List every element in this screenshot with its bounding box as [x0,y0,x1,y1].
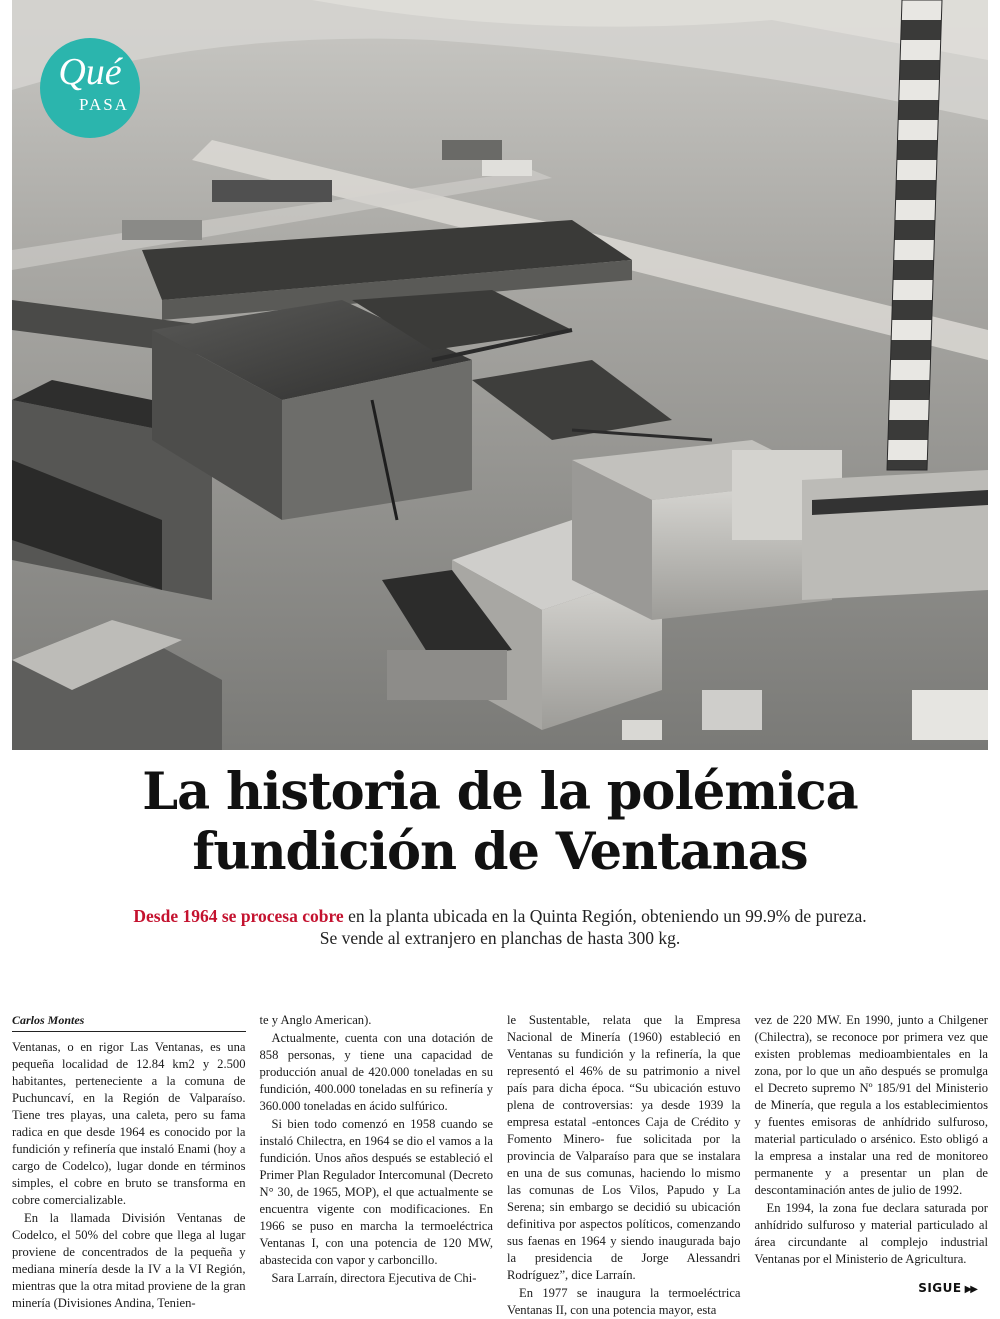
que-pasa-logo [40,38,140,138]
column-1 [12,1012,246,1310]
paragraph: Sara Larraín, directora Ejecutiva de Chi- [271,1271,477,1285]
logo-word: Qué [58,51,122,93]
lead-line-2: Se vende al extranjero en planchas de hasta 300 kg. [319,928,681,948]
lead-text: en la planta ubicada en la Quinta Región, obteniendo un 99.9% de pureza. [343,906,867,926]
paragraph: Actualmente, cuenta con una dotación de 858 personas, y tiene una capacidad de producción anual de 420.000 toneladas en su fundición, 400.000 toneladas en su refinería y 360.000 toneladas en ácido sulfúrico. [259,1031,493,1113]
paragraph: Ventanas, o en rigor Las Ventanas, es una pequeña localidad de 12.84 km2 y 2.500 habitantes, perteneciente a la comuna de Puchuncaví, en la Región de Valparaíso. Tiene tres playas, una caleta, pero su fama radica en que desde 1964 es conocido por la fundición y refinería que instaló Enami (hoy a cargo de Codelco), lugar donde en términos simples, el cobre en bruto se transforma en cobre comercializable. [12,1040,246,1207]
paragraph: En la llamada División Ventanas de Codelco, el 50% del cobre que llega al lugar proviene de concentrados de la pequeña y mediana minería desde la IV a la VI Región, mientras que la otra mitad proviene de la gran minería (Divisiones Andina, Tenien- [12,1211,246,1310]
article-body [12,1012,988,1317]
hero-photo [12,0,988,750]
column-4 [755,1012,989,1295]
paragraph: te y Anglo American). [259,1013,372,1027]
column-3 [507,1012,741,1317]
logo-sub: PASA [79,95,129,114]
author-byline: Carlos Montes [12,1012,246,1032]
industrial-plant-photo [12,0,988,750]
paragraph: En 1994, la zona fue declara saturada por anhídrido sulfuroso y material particulado al área circundante al complejo industrial Ventanas por el Ministerio de Agricultura. [754,1201,988,1266]
headline-line-1: La historia de la polémica [142,762,858,822]
paragraph: En 1977 se inaugura la termoeléctrica Ventanas II, con una potencia mayor, esta [507,1286,741,1317]
paragraph: le Sustentable, relata que la Empresa Nacional de Minería (1960) estableció en Ventanas su fundición y la refinería, la que representó el 46% de su patrimonio a nivel país para dicha época. “Su ubicación estuvo plena de controversias: ya desde 1939 la empresa estatal -entonces Caja de Crédito y Fomento Minero- fue solicitada por la provincia de Valparaíso para que se instalara en una de sus comunas, haciendo lo mismo las comunas de Los Vilos, Papudo y La Serena; sin embargo se decidió su ubicación definitiva por aspectos políticos, comenzando sus faenas en 1964 y siendo inaugurada bajo la presidencia de Jorge Alessandri Rodríguez”, dice Larraín. [507,1013,741,1282]
double-arrow-right-icon: ▶▶ [964,1284,976,1295]
lead-accent: Desde 1964 se procesa cobre [133,906,344,926]
paragraph: vez de 220 MW. En 1990, junto a Chilgener (Chilectra), se reconoce por primera vez que existen problemas medioambientales en la zona, por lo que un año después se promulga el Decreto supremo Nº 185/91 del Ministerio de Minería, que regula a los establecimientos y fuentes emisoras de anhídrido sulfuroso, material particulado o arsénico. Esto obligó a la empresa a instalar una red de monitoreo permanente y a presentar un plan de descontaminación antes de julio de 1992. [754,1013,988,1197]
continue-link[interactable] [918,1281,976,1295]
continue-label: SIGUE [918,1281,962,1295]
column-2 [260,1012,494,1295]
headline-line-2: fundición de Ventanas [192,822,808,882]
paragraph: Si bien todo comenzó en 1958 cuando se instaló Chilectra, en 1964 se dio el vamos a la fundición. Unos años después se estableció el Primer Plan Regulador Intercomunal (Decreto N° 30, de 1965, MOP), el que actualmente se encuentra vigente con modificaciones. En 1966 se puso en marcha la termoeléctrica Ventanas I, con una potencia de 120 MW, abastecida con vapor y carboncillo. [259,1117,493,1267]
article-lead [30,905,970,949]
article-headline [20,762,980,882]
